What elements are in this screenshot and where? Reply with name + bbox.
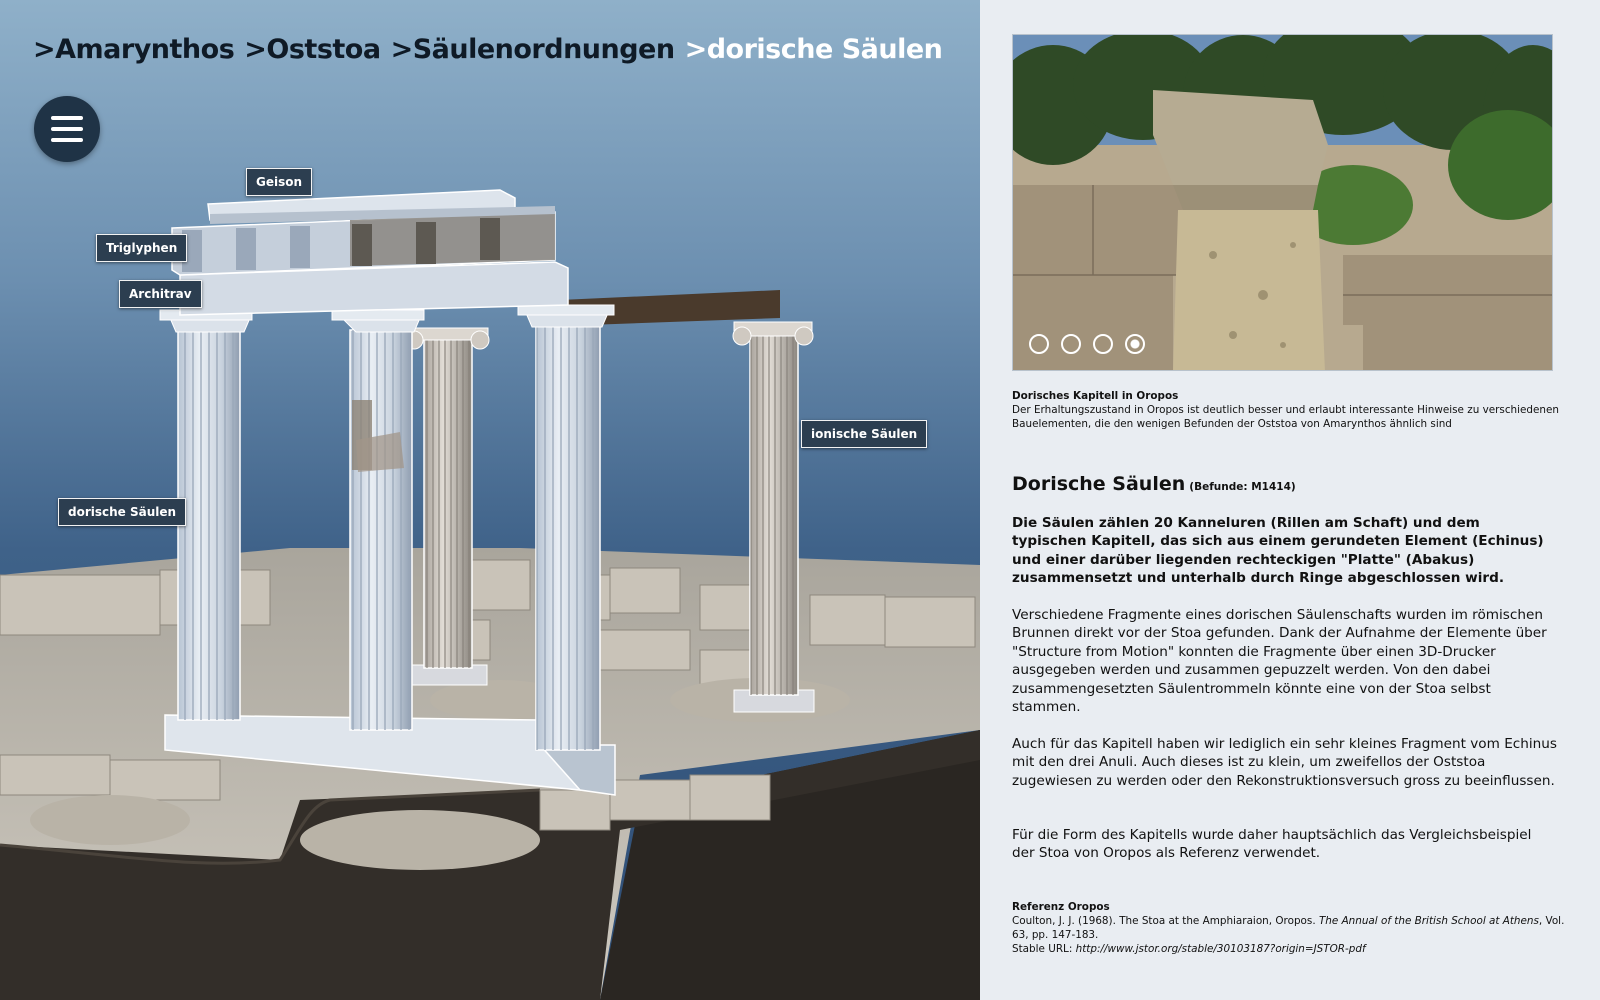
- label-geison[interactable]: Geison: [246, 168, 312, 196]
- menu-button[interactable]: [34, 96, 100, 162]
- photo-carousel[interactable]: [1012, 34, 1553, 371]
- info-panel: [980, 0, 1600, 1000]
- photo-doric-capital: [1013, 35, 1553, 371]
- carousel-dot-4[interactable]: [1125, 334, 1145, 354]
- reference-url-link[interactable]: http://www.jstor.org/stable/30103187?origin=JSTOR-pdf: [1075, 943, 1366, 955]
- breadcrumb-item-current: >dorische Säulen: [684, 34, 943, 65]
- photo-caption-title: Dorisches Kapitell in Oropos: [1012, 390, 1179, 402]
- paragraph-intro: Die Säulen zählen 20 Kanneluren (Rillen am Schaft) und dem typischen Kapitell, das sich aus einem gerundeten Element (Echinus) und einer darüber liegenden rechteckigen "Platte" (Abakus) zusammensetzt und unterhalb durch Ringe abgeschlossen wird.: [1012, 515, 1544, 587]
- photo-caption: [1012, 389, 1572, 431]
- breadcrumb-item-amarynthos[interactable]: >Amarynthos: [33, 34, 235, 65]
- carousel-dots: [1029, 334, 1145, 354]
- breadcrumb-item-saeulenordnungen[interactable]: >Säulenordnungen: [390, 34, 675, 65]
- carousel-dot-3[interactable]: [1093, 334, 1113, 354]
- reference-citation: Coulton, J. J. (1968). The Stoa at the Amphiaraion, Oropos. The Annual of the British School at Athens, Vol. 63, pp. 147-183.: [1012, 915, 1565, 941]
- photo-caption-text: Der Erhaltungszustand in Oropos ist deutlich besser und erlaubt interessante Hinweise zu verschiedenen Bauelementen, die den wenigen Befunden der Oststoa von Amarynthos ähnlich sind: [1012, 404, 1559, 430]
- carousel-dot-2[interactable]: [1061, 334, 1081, 354]
- carousel-dot-1[interactable]: [1029, 334, 1049, 354]
- reference-block: [1012, 900, 1572, 956]
- breadcrumb-item-oststoa[interactable]: >Oststoa: [244, 34, 381, 65]
- label-architrav[interactable]: Architrav: [119, 280, 202, 308]
- section-title: [1012, 473, 1296, 495]
- reference-url-line: Stable URL: http://www.jstor.org/stable/30103187?origin=JSTOR-pdf: [1012, 943, 1366, 955]
- paragraph-capital: Auch für das Kapitell haben wir lediglich ein sehr kleines Fragment vom Echinus mit den drei Anuli. Auch dieses ist zu klein, um zweifellos der Oststoa zugewiesen zu werden oder den Rekonstruktionsversuch gross zu beeinflussen.: [1012, 736, 1557, 789]
- breadcrumb: [33, 34, 942, 65]
- label-ionische-saeulen[interactable]: ionische Säulen: [801, 420, 927, 448]
- paragraph-reference-note: Für die Form des Kapitells wurde daher hauptsächlich das Vergleichsbeispiel der Stoa von Oropos als Referenz verwendet.: [1012, 827, 1532, 862]
- section-title-main: Dorische Säulen: [1012, 473, 1186, 495]
- reference-title: Referenz Oropos: [1012, 901, 1110, 913]
- label-triglyphen[interactable]: Triglyphen: [96, 234, 187, 262]
- paragraph-fragments: Verschiedene Fragmente eines dorischen Säulenschafts wurden im römischen Brunnen direkt vor der Stoa gefunden. Dank der Aufnahme der Elemente über "Structure from Motion" konnten die Fragmente über einen 3D-Drucker ausgegeben werden und zusammen gepuzzelt werden. Von den dabei zusammengesetzten Säulentrommeln könnte eine von der Stoa selbst stammen.: [1012, 607, 1547, 716]
- label-dorische-saeulen[interactable]: dorische Säulen: [58, 498, 186, 526]
- section-title-findings: (Befunde: M1414): [1189, 481, 1296, 493]
- hamburger-icon: [51, 116, 83, 120]
